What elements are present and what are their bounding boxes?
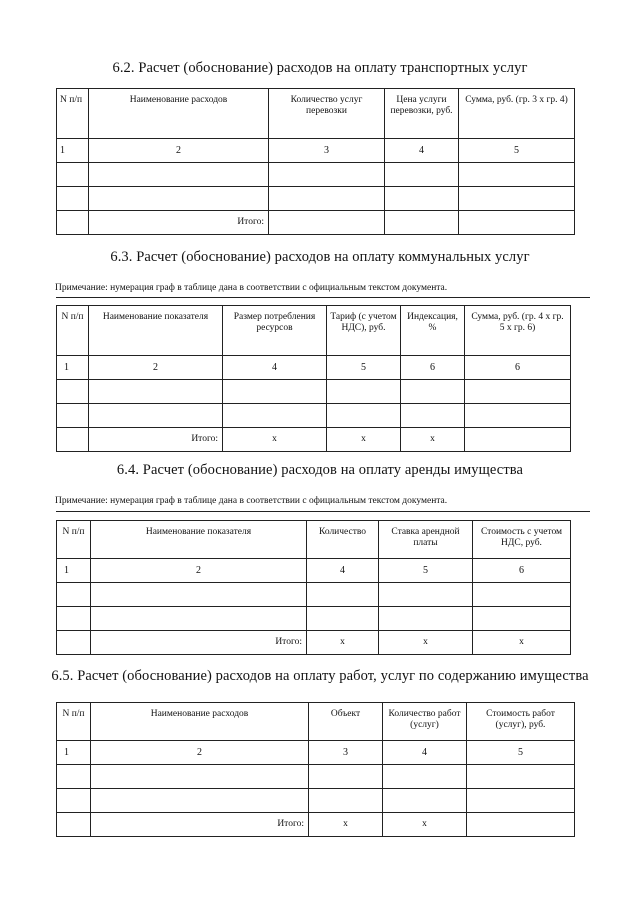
note-divider (56, 297, 590, 298)
transport-services-table (56, 88, 575, 235)
col-header-price: Цена услуги перевозки, руб. (385, 89, 459, 139)
table-row (57, 380, 571, 404)
table-row (57, 187, 575, 211)
col-number: 5 (327, 356, 401, 380)
col-number: 6 (473, 559, 571, 583)
total-cell (385, 211, 459, 235)
col-header-quantity: Количество (307, 521, 379, 559)
col-number: 2 (91, 559, 307, 583)
col-number: 1 (57, 139, 89, 163)
col-number: 4 (383, 741, 467, 765)
col-header-rate: Ставка арендной платы (379, 521, 473, 559)
property-rent-table (56, 520, 571, 655)
col-number: 5 (379, 559, 473, 583)
total-row (57, 211, 575, 235)
col-number: 4 (307, 559, 379, 583)
col-number: 6 (465, 356, 571, 380)
col-number: 2 (89, 139, 269, 163)
col-header-cost: Стоимость с учетом НДС, руб. (473, 521, 571, 559)
section-6-2-title: 6.2. Расчет (обоснование) расходов на оплату транспортных услуг (112, 60, 528, 76)
total-cell: x (307, 631, 379, 655)
total-label: Итого: (91, 813, 309, 837)
total-row (57, 813, 575, 837)
col-header-index: N п/п (57, 89, 89, 139)
col-number: 4 (385, 139, 459, 163)
total-cell: x (327, 428, 401, 452)
numbering-note: Примечание: нумерация граф в таблице дана в соответствии с официальным текстом документа. (55, 283, 448, 293)
total-label: Итого: (89, 428, 223, 452)
total-cell: x (223, 428, 327, 452)
table-row (57, 607, 571, 631)
col-header-name: Наименование показателя (89, 306, 223, 356)
col-number: 3 (269, 139, 385, 163)
col-number: 1 (57, 356, 89, 380)
col-header-quantity: Количество работ (услуг) (383, 703, 467, 741)
table-row (57, 765, 575, 789)
col-number: 1 (57, 741, 91, 765)
total-label: Итого: (91, 631, 307, 655)
col-number: 4 (223, 356, 327, 380)
col-header-sum: Сумма, руб. (гр. 3 х гр. 4) (459, 89, 575, 139)
col-header-quantity: Количество услуг перевозки (269, 89, 385, 139)
col-header-index: N п/п (57, 306, 89, 356)
col-number: 2 (91, 741, 309, 765)
col-header-object: Объект (309, 703, 383, 741)
table-row (57, 789, 575, 813)
col-header-index: N п/п (57, 521, 91, 559)
numbering-note: Примечание: нумерация граф в таблице дана в соответствии с официальным текстом документа. (55, 496, 448, 506)
col-header-indexation: Индексация, % (401, 306, 465, 356)
col-number: 5 (467, 741, 575, 765)
utility-services-table (56, 305, 571, 452)
col-header-consumption: Размер потребления ресурсов (223, 306, 327, 356)
total-cell (459, 211, 575, 235)
table-row (57, 163, 575, 187)
col-header-name: Наименование расходов (91, 703, 309, 741)
col-number: 2 (89, 356, 223, 380)
total-label: Итого: (89, 211, 269, 235)
col-header-cost: Стоимость работ (услуг), руб. (467, 703, 575, 741)
total-cell: x (473, 631, 571, 655)
table-row (57, 583, 571, 607)
note-divider (56, 511, 590, 512)
property-maintenance-table (56, 702, 575, 837)
section-6-3-title: 6.3. Расчет (обоснование) расходов на оплату коммунальных услуг (110, 249, 530, 265)
total-row (57, 631, 571, 655)
col-header-name: Наименование показателя (91, 521, 307, 559)
col-header-sum: Сумма, руб. (гр. 4 х гр. 5 х гр. 6) (465, 306, 571, 356)
col-number: 5 (459, 139, 575, 163)
col-header-name: Наименование расходов (89, 89, 269, 139)
table-row (57, 404, 571, 428)
total-row (57, 428, 571, 452)
total-cell (467, 813, 575, 837)
col-number: 1 (57, 559, 91, 583)
total-cell (269, 211, 385, 235)
col-header-index: N п/п (57, 703, 91, 741)
total-cell (465, 428, 571, 452)
total-cell: x (309, 813, 383, 837)
total-cell: x (383, 813, 467, 837)
section-6-4-title: 6.4. Расчет (обоснование) расходов на оплату аренды имущества (116, 462, 524, 478)
col-number: 6 (401, 356, 465, 380)
section-6-5-title: 6.5. Расчет (обоснование) расходов на оплату работ, услуг по содержанию имущества (51, 668, 589, 684)
total-cell: x (401, 428, 465, 452)
col-number: 3 (309, 741, 383, 765)
col-header-tariff: Тариф (с учетом НДС), руб. (327, 306, 401, 356)
total-cell: x (379, 631, 473, 655)
